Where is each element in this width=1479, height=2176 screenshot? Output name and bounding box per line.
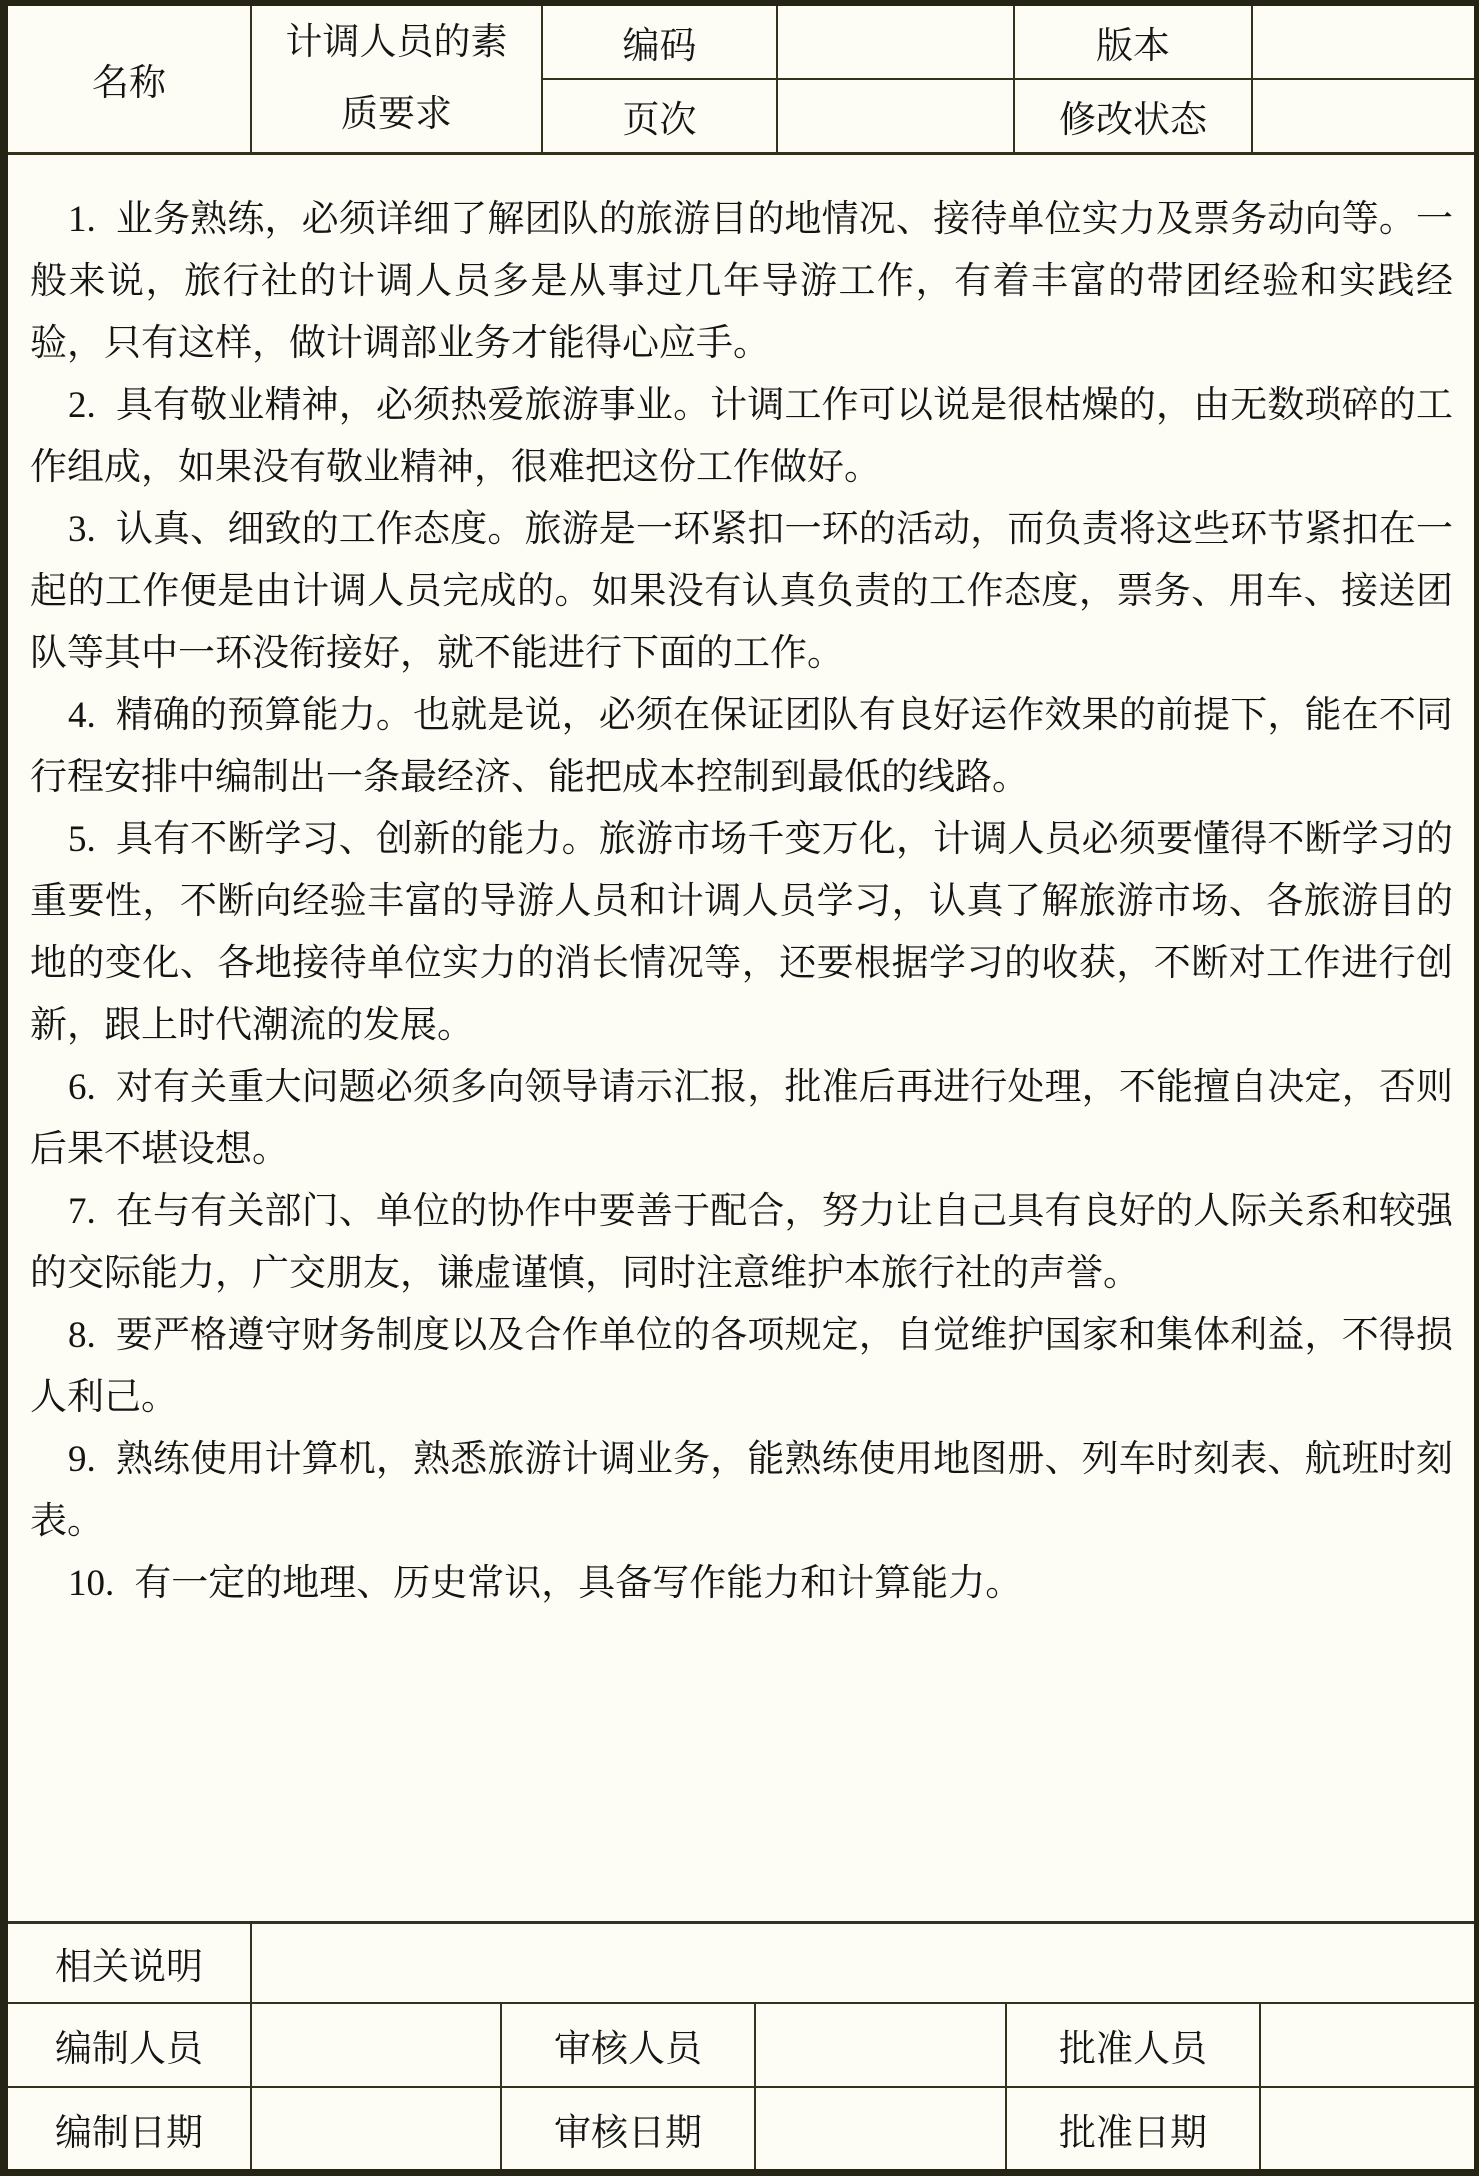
- item-text: 熟练使用计算机，熟悉旅游计调业务，能熟练使用地图册、列车时刻表、航班时刻表。: [30, 1439, 1453, 1542]
- approved-by-value-cell: [1261, 2004, 1474, 2088]
- notes-label-cell: 相关说明: [8, 1924, 252, 2004]
- item-number: 2.: [68, 385, 96, 426]
- reviewed-date-label-cell: 审核日期: [502, 2088, 756, 2169]
- item-text: 在与有关部门、单位的协作中要善于配合，努力让自己具有良好的人际关系和较强的交际能力，广交朋友，谦虚谨慎，同时注意维护本旅行社的声誉。: [30, 1191, 1453, 1294]
- header-table: [8, 6, 1474, 155]
- reviewed-by-label-cell: 审核人员: [502, 2004, 756, 2088]
- item-number: 3.: [68, 509, 96, 550]
- reviewed-by-value-cell: [756, 2004, 1007, 2088]
- code-value-cell: [778, 6, 1015, 80]
- item-text: 具有敬业精神，必须热爱旅游事业。计调工作可以说是很枯燥的，由无数琐碎的工作组成，如果没有敬业精神，很难把这份工作做好。: [30, 385, 1453, 488]
- page-label-cell: 页次: [543, 80, 778, 152]
- revision-value-cell: [1253, 80, 1474, 152]
- notes-value-cell: [252, 1924, 1474, 2004]
- item-number: 8.: [68, 1315, 96, 1356]
- requirement-item: [30, 1057, 1453, 1181]
- revision-label-cell: 修改状态: [1015, 80, 1253, 152]
- reviewed-date-value-cell: [756, 2088, 1007, 2169]
- item-text: 业务熟练，必须详细了解团队的旅游目的地情况、接待单位实力及票务动向等。一般来说，旅行社的计调人员多是从事过几年导游工作，有着丰富的带团经验和实践经验，只有这样，做计调部业务才能得心应手。: [30, 199, 1453, 364]
- prepared-date-label-cell: 编制日期: [8, 2088, 252, 2169]
- prepared-date-value-cell: [252, 2088, 502, 2169]
- requirement-item: [30, 375, 1453, 499]
- requirements-body: [8, 155, 1474, 1921]
- item-number: 5.: [68, 819, 96, 860]
- item-number: 4.: [68, 695, 96, 736]
- requirement-item: [30, 685, 1453, 809]
- item-text: 对有关重大问题必须多向领导请示汇报，批准后再进行处理，不能擅自决定，否则后果不堪设想。: [30, 1067, 1453, 1170]
- requirement-item: [30, 1553, 1453, 1615]
- item-number: 6.: [68, 1067, 96, 1108]
- item-number: 9.: [68, 1439, 96, 1480]
- version-label-cell: 版本: [1015, 6, 1253, 80]
- item-number: 1.: [68, 199, 96, 240]
- version-value-cell: [1253, 6, 1474, 80]
- document-title: 计调人员的素质要求: [252, 6, 543, 152]
- prepared-by-value-cell: [252, 2004, 502, 2088]
- requirement-item: [30, 1181, 1453, 1305]
- approved-date-value-cell: [1261, 2088, 1474, 2169]
- requirement-item: [30, 189, 1453, 375]
- item-number: 7.: [68, 1191, 96, 1232]
- item-text: 精确的预算能力。也就是说，必须在保证团队有良好运作效果的前提下，能在不同行程安排中编制出一条最经济、能把成本控制到最低的线路。: [30, 695, 1453, 798]
- requirement-item: [30, 1305, 1453, 1429]
- item-text: 具有不断学习、创新的能力。旅游市场千变万化，计调人员必须要懂得不断学习的重要性，不断向经验丰富的导游人员和计调人员学习，认真了解旅游市场、各旅游目的地的变化、各地接待单位实力的消长情况等，还要根据学习的收获，不断对工作进行创新，跟上时代潮流的发展。: [30, 819, 1453, 1046]
- prepared-by-label-cell: 编制人员: [8, 2004, 252, 2088]
- requirement-item: [30, 499, 1453, 685]
- item-number: 10.: [68, 1563, 115, 1604]
- requirement-item: [30, 809, 1453, 1057]
- item-text: 要严格遵守财务制度以及合作单位的各项规定，自觉维护国家和集体利益，不得损人利己。: [30, 1315, 1453, 1418]
- approved-date-label-cell: 批准日期: [1007, 2088, 1261, 2169]
- name-label-cell: 名称: [8, 6, 252, 152]
- approved-by-label-cell: 批准人员: [1007, 2004, 1261, 2088]
- requirement-item: [30, 1429, 1453, 1553]
- code-label-cell: 编码: [543, 6, 778, 80]
- item-text: 有一定的地理、历史常识，具备写作能力和计算能力。: [134, 1563, 1023, 1604]
- page-value-cell: [778, 80, 1015, 152]
- approval-table: [8, 1921, 1474, 2169]
- item-text: 认真、细致的工作态度。旅游是一环紧扣一环的活动，而负责将这些环节紧扣在一起的工作便是由计调人员完成的。如果没有认真负责的工作态度，票务、用车、接送团队等其中一环没衔接好，就不能进行下面的工作。: [30, 509, 1453, 674]
